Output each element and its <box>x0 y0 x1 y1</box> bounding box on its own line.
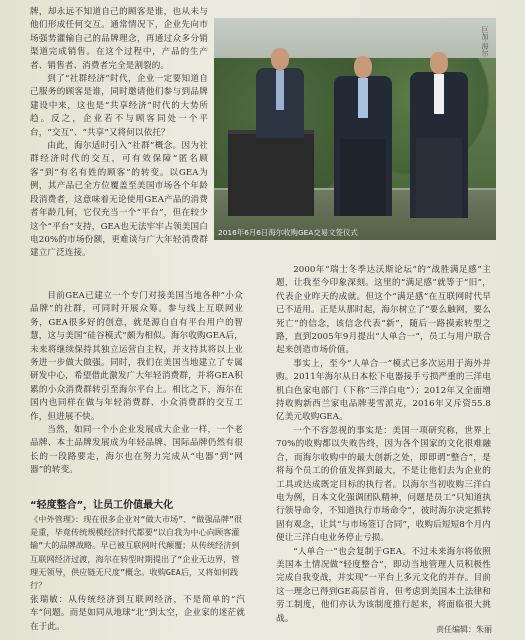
article-left-lower <box>30 290 243 478</box>
section-heading: “轻度整合”，让员工价值最大化 <box>30 500 174 511</box>
photo-caption: 2016年6月6日海尔收购GEA交易文签仪式 <box>218 228 358 237</box>
podium <box>228 130 314 216</box>
standing-figure <box>410 52 468 218</box>
paragraph: “人单合一”也会复制于GEA。不过未来海尔将依照美国本土情况做“轻度整合”，即动当地管理人员积极性完成自我变战，并实现“一平台上多元文化的并存。目前这一理念已得到GE高层首肯，但考虑到美国本土法律和劳工制度，他们亦认为该制度推行起来，将面临很大挑战。 <box>276 546 491 624</box>
paragraph: 由此，海尔适时引入“社群”概念。因为社群经济时代的交互，可有效保障“匿名顾客”到“有名有姓的顾客”的转变。以GEA为例，其产品已全方位覆盖至美国市场各个年龄段消费者，这意味着无论使用GEA产品的消费者年龄几何，它仅充当一个“平台”，但在较少这个“平台”支持，GEA也无法牢牢占领美国白电20%的市场份额，更难谈与广大年轻消费群建立广泛连接。 <box>30 141 208 259</box>
interview-answer: 张瑞敏：从传统经济到互联网经济，不是简单的“汽车”问题。而是如同从地球“北”到太空，企业家的迷茫就在于此。 <box>30 595 245 632</box>
photo-side-label: 巨加·海尔 <box>481 26 489 57</box>
standing-figure <box>334 56 392 216</box>
paragraph: 到了“社群经济”时代，企业一定要知道自己服务的顾客是谁，同时邀请他们参与到品牌建设中来，这也是“共享经济”时代的大势所趋。反之，企业若不与顾客同处一个平台，“交互”、“共享”又将何以依托？ <box>30 74 208 138</box>
editor-credit: 责任编辑：朱丽 <box>436 625 492 634</box>
paragraph: 一个不容忽视的事实是：美国一项研究称，世界上70%的收购都以失败告终，因为各个国家的文化很难融合，而海尔收购中的最大创新之处，即即谓“整合”，是将每个员工的价值发挥到最大，不是让他们去为企业的工具或达成既定目标的执行者。以海尔当初收购三洋白电为例，日本文化强调团队精神，问题是员工“只知道执行领导命令，不知道执行市场命令”，彼时海尔决定抓转固有观念，让其“与市场签订合同”，收购后短短8个月内便让三洋白电业务停止亏损。 <box>276 425 491 544</box>
article-photo <box>214 18 496 240</box>
paragraph: 牌，却永远不知道自己的顾客是谁，也从未与他们形成任何交互。通常情况下，企业先向市场强势灌输自己的品牌理念，再通过众多分销渠道完成销售。在这个过程中，产品的生产者、销售者、消费者完全是割裂的。 <box>30 7 208 71</box>
paragraph: 当然，如同一个小企业发展成大企业一样，一个老品牌、本土品牌发展成为年轻品牌、国际品牌仍然有很长的一段路要走，海尔也在努力完成从“电器”到“网器”的转变。 <box>30 425 243 476</box>
paragraph: 2000年“瑞士冬季达沃斯论坛”的“战胜满足感”主题，让我至今印象深刻。这里的“满足感”就等于“旧”，代表企业昨天的成就。但这个“满足感”在互联网时代早已不适用。正是从那时起，海尔树立了“要么触网，要么死亡”的信念，该信念代表“新”，随后一路摸索转型之路，直到2005年9月提出“人单合一”，员工与用户联合起来创造市场价值。 <box>276 265 491 356</box>
speaker-figure <box>256 48 304 138</box>
article-left-top <box>30 6 208 261</box>
interview-question: 《中外管理》：现在很多企业对“做大市场”、“做强品牌”很是重，毕竟传统规模经济时代都要“以自我为中心向顾客灌输”大的品牌战略。早已被互联网时代颠覆；从传统经济到互联网经济过渡，海尔在转型时期提出了“企业无边界，管理无领导，供应链无尺度”概念。收购GEA后，又将如何践行？ <box>30 514 243 591</box>
article-right <box>276 264 491 626</box>
paragraph: 事实上，至今“人单合一”模式已多次运用于海外并购。2011年海尔从日本松下电器接手亏损严重的三洋电机白色家电部门（下称“三洋白电”）；2012年又全面增持收购新西兰家电品牌斐雪派克，2016年又斥资55.8亿美元收购GEA。 <box>276 358 491 423</box>
paragraph: 目前GEA已建立一个专门对接美国当地各种“小众品牌”的社群，可同时开展众筹。参与线上互联网业务，GEA很多好的创意，就是源自自有平台用户的智慧，这与美国“硅谷模式”颇为相似。海尔收购GEA后，未来将继续保持其独立运营自主权，并支持其将以上业务进一步做大做强。同时，我们在美国当地建立了专属研发中心，希望借此激发广大年轻消费群，并将GEA积累的小众消费群转引至海尔平台上。相比之下，海尔在国内也同样在做与年轻消费群、小众消费群的交互工作，但进展不快。 <box>30 291 243 422</box>
